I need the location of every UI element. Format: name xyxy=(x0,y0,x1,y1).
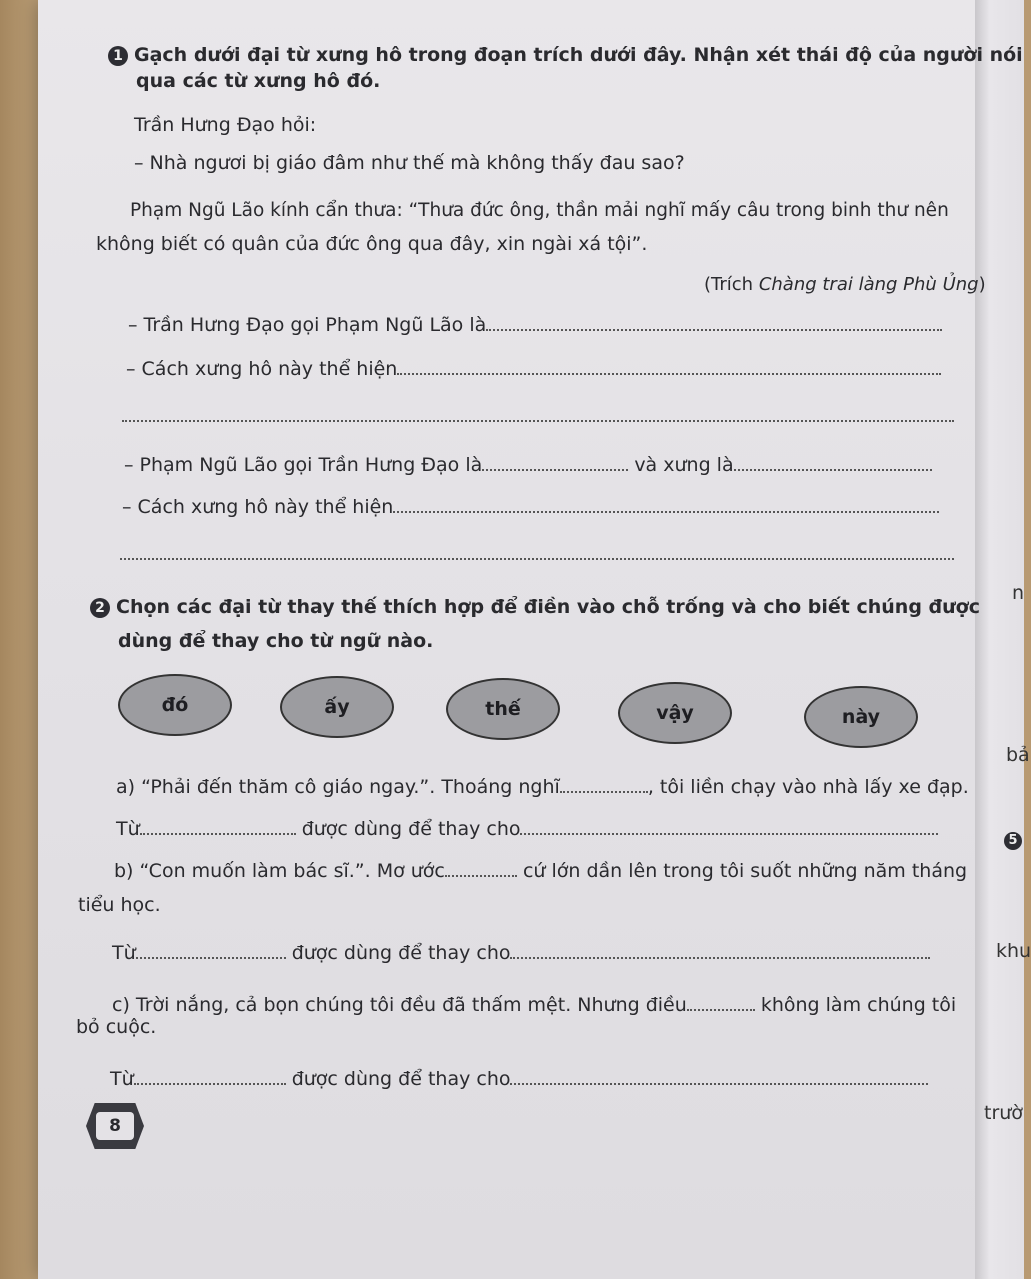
answer-blank[interactable] xyxy=(560,777,648,793)
ex2-prompt: 2 Chọn các đại từ thay thế thích hợp để điền vào chỗ trống và cho biết chúng được xyxy=(90,596,980,618)
word-option-3: thế xyxy=(446,678,560,740)
answer-blank[interactable] xyxy=(734,455,932,471)
next-page-text-5: trườ xyxy=(984,1102,1023,1124)
q4-line: – Cách xưng hô này thể hiện xyxy=(122,496,939,518)
quote1: – Nhà ngươi bị giáo đâm như thế mà không thấy đau sao? xyxy=(134,152,685,174)
next-page-text-2: bả xyxy=(1006,744,1030,766)
ex1-number: 1 xyxy=(108,46,128,66)
q2-line: – Cách xưng hô này thể hiện xyxy=(126,358,941,380)
speaker2-line1: Phạm Ngũ Lão kính cẩn thưa: “Thưa đức ông, thần mải nghĩ mấy câu trong binh thư nên xyxy=(130,200,949,221)
word-option-1: đó xyxy=(118,674,232,736)
item-b-word: Từ được dùng để thay cho xyxy=(112,942,930,964)
item-c: c) Trời nắng, cả bọn chúng tôi đều đã thấm mệt. Nhưng điều không làm chúng tôi xyxy=(112,994,957,1016)
ex1-prompt: 1 Gạch dưới đại từ xưng hô trong đoạn trích dưới đây. Nhận xét thái độ của người nói xyxy=(108,44,1023,66)
answer-blank[interactable] xyxy=(482,455,628,471)
answer-blank[interactable] xyxy=(393,497,939,513)
answer-blank[interactable] xyxy=(140,819,296,835)
answer-blank[interactable] xyxy=(510,1069,928,1085)
next-page-number-5: 5 xyxy=(1004,832,1022,850)
next-page-text-4: khu xyxy=(996,940,1031,962)
item-a: a) “Phải đến thăm cô giáo ngay.”. Thoáng nghĩ , tôi liền chạy vào nhà lấy xe đạp. xyxy=(116,776,969,798)
ex2-number: 2 xyxy=(90,598,110,618)
answer-blank[interactable] xyxy=(397,359,941,375)
answer-blank-line[interactable] xyxy=(122,420,954,422)
answer-blank[interactable] xyxy=(510,943,930,959)
speaker2-line2: không biết có quân của đức ông qua đây, xin ngài xá tội”. xyxy=(96,233,648,255)
q1-line: – Trần Hưng Đạo gọi Phạm Ngũ Lão là xyxy=(128,314,942,336)
word-option-2: ấy xyxy=(280,676,394,738)
answer-blank[interactable] xyxy=(520,819,938,835)
ex1-prompt-line2: qua các từ xưng hô đó. xyxy=(136,70,381,92)
item-b: b) “Con muốn làm bác sĩ.”. Mơ ước cứ lớn dần lên trong tôi suốt những năm tháng xyxy=(114,860,968,882)
answer-blank[interactable] xyxy=(445,861,517,877)
word-option-4: vậy xyxy=(618,682,732,744)
answer-blank[interactable] xyxy=(687,995,755,1011)
item-c-word: Từ được dùng để thay cho xyxy=(110,1068,928,1090)
speaker1: Trần Hưng Đạo hỏi: xyxy=(134,114,317,136)
word-option-5: này xyxy=(804,686,918,748)
source-citation: (Trích Chàng trai làng Phù Ủng) xyxy=(704,274,986,295)
answer-blank-line[interactable] xyxy=(120,558,954,560)
ex2-prompt-line2: dùng để thay cho từ ngữ nào. xyxy=(118,630,434,652)
next-page-edge xyxy=(975,0,1024,1279)
answer-blank[interactable] xyxy=(134,1069,286,1085)
answer-blank[interactable] xyxy=(486,315,942,331)
page-number: 8 xyxy=(96,1112,134,1140)
next-page-text-1: n xyxy=(1012,582,1025,604)
answer-blank[interactable] xyxy=(136,943,286,959)
q3-line: – Phạm Ngũ Lão gọi Trần Hưng Đạo là và xưng là xyxy=(124,454,932,476)
item-b-line2: tiểu học. xyxy=(78,894,161,916)
item-a-word: Từ được dùng để thay cho xyxy=(116,818,938,840)
item-c-line2: bỏ cuộc. xyxy=(76,1016,157,1038)
